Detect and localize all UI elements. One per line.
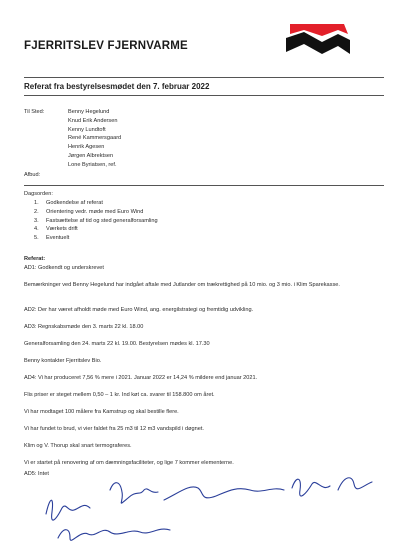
logo-black-wave xyxy=(286,32,350,54)
signature-4 xyxy=(292,479,330,496)
agenda-item-text: Værkets drift xyxy=(46,226,78,233)
minutes-paragraph: Klim og V. Thorup skal snart termograferes. xyxy=(24,443,132,449)
attendee-list xyxy=(68,108,121,170)
agenda-item xyxy=(34,208,158,217)
attendee: Benny Hegelund xyxy=(68,109,110,115)
agenda-item xyxy=(34,234,158,243)
absent-label: Afbud: xyxy=(24,172,41,178)
agenda-list xyxy=(34,199,158,243)
minutes-paragraph: Vi er startet på renovering af om dæmningsfaciliteter, og lige 7 kommer elementerne. xyxy=(24,460,234,466)
minutes-paragraph: AD3: Regnskabsmøde den 3. marts 22 kl. 18.00 xyxy=(24,324,144,330)
signature-1 xyxy=(46,500,90,520)
agenda-item-number: 1. xyxy=(34,200,39,206)
document-title: Referat fra bestyrelsesmødet den 7. februar 2022 xyxy=(24,82,210,91)
attendee: Kenny Lundtoft xyxy=(68,126,106,133)
minutes-paragraph: Vi har fundet to brud, vi vier faldet fra 25 m3 til 12 m3 vandspild i døgnet. xyxy=(24,426,204,432)
minutes-paragraph: Flis priser er steget mellem 0,50 – 1 kr. Ind køt ca. svarer til 158.800 om året. xyxy=(24,392,215,398)
signature-5 xyxy=(338,478,372,490)
agenda-item-text: Orientering vedr. møde med Euro Wind xyxy=(46,208,144,215)
agenda-label: Dagsorden: xyxy=(24,191,53,197)
title-divider xyxy=(24,95,384,96)
agenda-item-number: 4. xyxy=(34,226,39,233)
agenda-item-number: 3. xyxy=(34,217,39,224)
minutes-paragraph: Benny kontakter Fjerritslev Bio. xyxy=(24,358,102,364)
company-logo xyxy=(282,20,354,60)
minutes-paragraph: AD2: Der har været afholdt møde med Euro Wind, ang. energilstrategi og fremtidig udvikling. xyxy=(24,307,254,313)
attendee: Jørgen Albrektsen xyxy=(68,152,114,159)
minutes-paragraph: Bemærkninger ved Benny Hegelund har indgået aftale med Jutlander om trækrettighed på 10 mio. og 3 mio. i Klim Sparekasse. xyxy=(24,282,340,288)
signature-6 xyxy=(58,529,170,540)
minutes-paragraph: Generalforsamling den 24. marts 22 kl. 19.00. Bestyrelsen mødes kl. 17.30 xyxy=(24,341,210,347)
minutes-label: Referat: xyxy=(24,256,46,262)
header-divider xyxy=(24,77,384,78)
agenda-item-text: Godkendelse af referat xyxy=(46,200,103,206)
minutes-paragraph: Vi har modtaget 100 målere fra Kamstrup og skal bestille flere. xyxy=(24,409,179,415)
attendee: Lone Byriatsen, ref. xyxy=(68,161,117,168)
present-label: Til Sted: xyxy=(24,109,45,115)
signature-2 xyxy=(110,483,158,503)
company-name: FJERRITSLEV FJERNVARME xyxy=(24,40,188,52)
minutes-paragraph: AD4: Vi har produceret 7,56 % mere i 2021. Januar 2022 er 14,24 % mildere end januar 2021. xyxy=(24,375,258,381)
agenda-item xyxy=(34,217,158,226)
agenda-item xyxy=(34,225,158,234)
agenda-item-text: Eventuelt xyxy=(46,235,70,242)
agenda-item-text: Fastsættelse af tid og sted generalforsamling xyxy=(46,217,158,224)
minutes-paragraph: AD5: Intet xyxy=(24,471,49,477)
agenda-divider xyxy=(24,185,384,186)
agenda-item-number: 5. xyxy=(34,235,39,242)
signatures xyxy=(40,468,384,548)
agenda-item xyxy=(34,199,158,208)
minutes-paragraph: AD1: Godkendt og underskrevet xyxy=(24,265,104,271)
attendee: René Kammersgaard xyxy=(68,135,122,142)
signature-3 xyxy=(164,487,284,500)
attendee: Knud Erik Andersen xyxy=(68,117,118,124)
agenda-item-number: 2. xyxy=(34,208,39,215)
attendee: Henrik Agesen xyxy=(68,144,105,151)
